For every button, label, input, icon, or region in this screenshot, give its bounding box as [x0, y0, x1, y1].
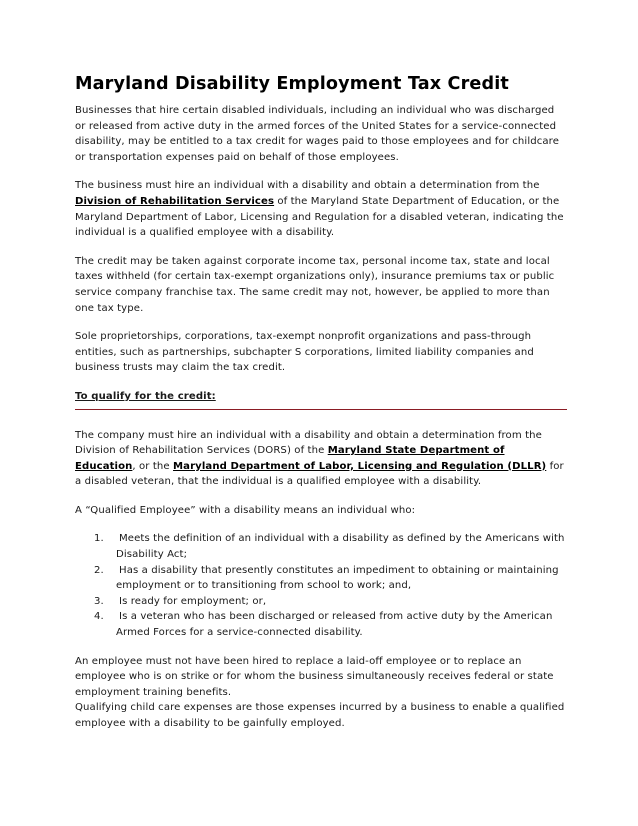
list-item — [75, 563, 567, 594]
intro-paragraph: Businesses that hire certain disabled individuals, including an individual who was discharged or released from active duty in the armed forces of the United States for a service-connected disability, may be entitled to a tax credit for wages paid to those employees and for childcare or transportation expenses paid on behalf of those employees. — [75, 105, 560, 163]
qualify-text-start: The company must hire an individual with a disability and obtain a determination from the Division of Rehabilitation Services (DORS) of the — [75, 429, 542, 457]
section-divider — [75, 409, 567, 410]
list-item — [75, 594, 567, 610]
list-item — [75, 531, 567, 562]
replacement-paragraph: An employee must not have been hired to replace a laid-off employee or to replace an employee who is on strike or for whom the business simultaneously receives federal or state employment training benefits. — [75, 655, 554, 698]
list-item-number: 3. — [94, 595, 104, 607]
eligible-entities-paragraph: Sole proprietorships, corporations, tax-exempt nonprofit organizations and pass-through entities, such as partnerships, subchapter S corporations, limited liability companies and business trusts may claim the tax credit. — [75, 331, 534, 374]
list-item-text: Is a veteran who has been discharged or released from active duty by the American Armed Forces for a service-connected disability. — [116, 611, 553, 639]
qualify-text-middle: , or the — [132, 460, 174, 472]
childcare-paragraph: Qualifying child care expenses are those expenses incurred by a business to enable a qualified employee with a disability to be gainfully employed. — [75, 702, 565, 729]
qualify-paragraph — [75, 428, 567, 490]
maryland-state-department-of-education-link[interactable]: Maryland State Department of Education — [75, 445, 505, 472]
criteria-list — [75, 531, 567, 640]
credit-taxes-paragraph: The credit may be taken against corporate income tax, personal income tax, state and local taxes withheld (for certain tax-exempt organizations only), insurance premiums tax or public service company franchise tax. The same credit may not, however, be applied to more than one tax type. — [75, 255, 555, 314]
page-title: Maryland Disability Employment Tax Credit — [75, 74, 509, 94]
list-item-text: Meets the definition of an individual with a disability as defined by the Americans with Disability Act; — [116, 533, 565, 561]
list-item-number: 2. — [94, 564, 104, 576]
business-requirement-text-end: of the Maryland State Department of Education, or the Maryland Department of Labor, Licensing and Regulation for a disabled veteran, indicating the individual is a qualified employee with a disability. — [75, 195, 564, 239]
list-item — [75, 609, 567, 640]
business-requirement-text-start: The business must hire an individual with a disability and obtain a determination from the — [75, 180, 540, 192]
list-item-text: Has a disability that presently constitutes an impediment to obtaining or maintaining employment or to transitioning from school to work; and, — [116, 564, 559, 592]
list-item-number: 4. — [94, 611, 104, 623]
qualified-employee-definition: A “Qualified Employee” with a disability means an individual who: — [75, 504, 416, 516]
division-of-rehabilitation-services-link[interactable]: Division of Rehabilitation Services — [75, 195, 275, 207]
qualify-text-end: for a disabled veteran, that the individual is a qualified employee with a disability. — [75, 460, 564, 488]
qualify-section-heading: To qualify for the credit: — [75, 390, 216, 402]
dllr-link[interactable]: Maryland Department of Labor, Licensing and Regulation (DLLR) — [173, 460, 547, 472]
list-item-number: 1. — [94, 533, 104, 545]
document-page — [75, 74, 567, 745]
business-requirement-paragraph — [75, 178, 567, 240]
list-item-text: Is ready for employment; or, — [119, 595, 267, 607]
